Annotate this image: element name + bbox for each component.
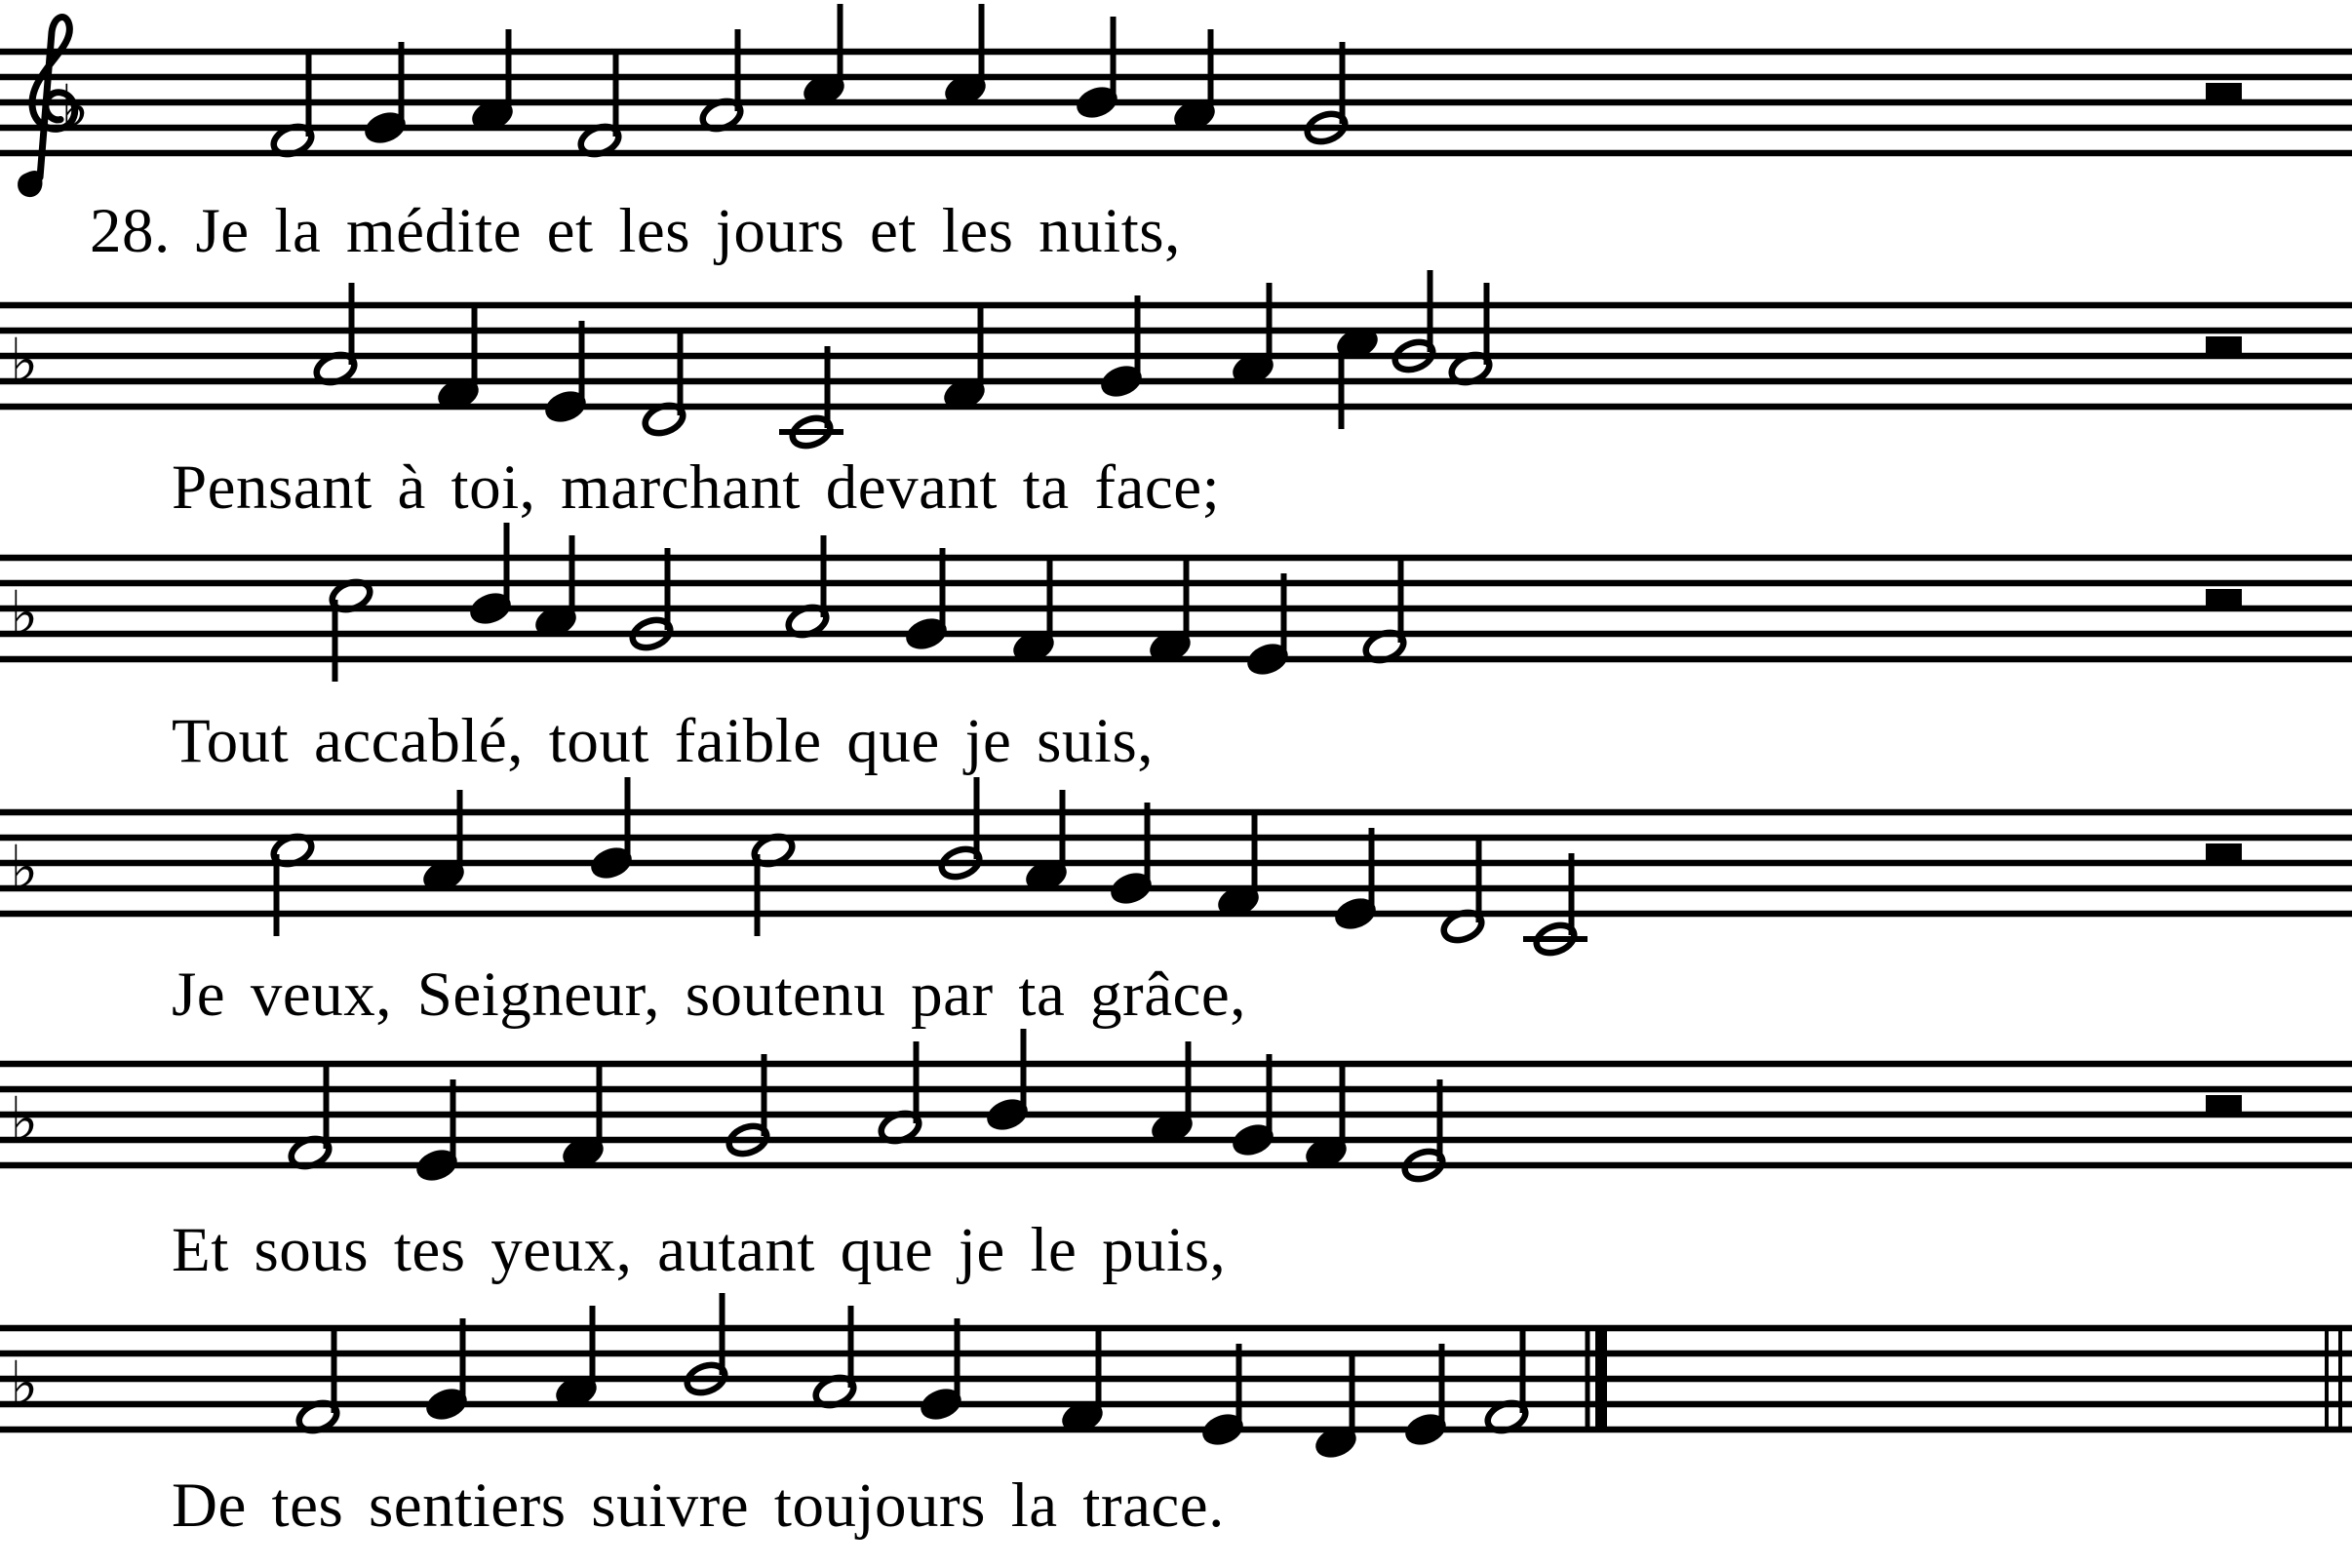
note-G4-quarter xyxy=(1099,295,1145,400)
note-A4-quarter xyxy=(554,1306,600,1410)
half-rest xyxy=(2206,83,2242,102)
staff-5 xyxy=(0,1029,2352,1184)
note-C5-half xyxy=(329,577,374,682)
lyric-line-5: Et sous tes yeux, autant que je le puis, xyxy=(172,1215,1227,1285)
note-F4-half xyxy=(1484,1331,1530,1435)
note-F4-half xyxy=(1362,561,1408,665)
note-A4-quarter xyxy=(1024,790,1070,894)
note-A4-half xyxy=(699,29,745,134)
note-C5-quarter xyxy=(1335,325,1381,429)
note-A4-quarter xyxy=(1172,29,1218,134)
half-rest xyxy=(2206,843,2242,863)
half-rest xyxy=(2206,336,2242,356)
note-D4-half xyxy=(642,333,687,438)
note-F4-quarter xyxy=(1304,1067,1350,1171)
note-F4-half xyxy=(288,1067,333,1171)
note-A4-quarter xyxy=(470,29,516,134)
staff-2 xyxy=(0,270,2352,451)
note-E4-quarter xyxy=(414,1079,460,1184)
staff-6 xyxy=(0,1293,2352,1461)
note-A4-quarter xyxy=(421,790,467,894)
note-F4-half xyxy=(270,55,316,159)
note-A4-half xyxy=(1448,283,1494,387)
note-B4-quarter xyxy=(985,1029,1031,1133)
note-A4-quarter xyxy=(1231,283,1276,387)
note-G4-quarter xyxy=(904,548,950,652)
note-C5-half xyxy=(270,832,316,936)
flat-sign-icon: ♭ xyxy=(10,577,39,648)
note-A4-quarter xyxy=(1150,1041,1196,1146)
note-F4-half xyxy=(577,55,623,159)
note-G4-quarter xyxy=(919,1318,964,1423)
staff-3 xyxy=(0,523,2352,682)
half-rest xyxy=(2206,1095,2242,1115)
note-B4-quarter xyxy=(589,777,635,882)
note-F4-quarter xyxy=(1216,815,1262,920)
note-B4-quarter xyxy=(468,523,514,627)
note-A4-half xyxy=(878,1041,923,1146)
half-rest xyxy=(2206,589,2242,608)
note-A4-half xyxy=(812,1306,858,1410)
note-E4-quarter xyxy=(1333,828,1379,932)
flat-sign-icon: ♭ xyxy=(10,832,39,903)
note-D4-half xyxy=(1440,841,1486,945)
note-C5-quarter xyxy=(943,4,989,108)
lyric-line-4: Je veux, Seigneur, soutenu par ta grâce, xyxy=(172,960,1247,1030)
lyric-line-2: Pensant à toi, marchant devant ta face; xyxy=(172,452,1221,523)
note-F4-half xyxy=(295,1331,341,1435)
note-F4-quarter xyxy=(561,1067,607,1171)
note-G4-quarter xyxy=(1231,1054,1276,1158)
note-C5-quarter xyxy=(802,4,847,108)
note-F4-quarter xyxy=(1148,561,1194,665)
lyric-line-6: De tes sentiers suivre toujours la trace. xyxy=(172,1470,1225,1541)
note-G4-quarter xyxy=(1109,803,1155,907)
note-C4-half xyxy=(1523,853,1588,958)
note-G4-quarter xyxy=(424,1318,470,1423)
note-D4-quarter xyxy=(1313,1356,1359,1461)
flat-sign-icon: ♭ xyxy=(60,71,90,142)
flat-sign-icon: ♭ xyxy=(10,1348,39,1419)
flat-sign-icon: ♭ xyxy=(10,325,39,396)
note-B4-quarter xyxy=(1075,17,1120,121)
staff-1 xyxy=(0,4,2352,196)
note-F4-quarter xyxy=(1011,561,1057,665)
lyric-line-1: 28. Je la médite et les jours et les nuits, xyxy=(90,196,1181,266)
note-A4-half xyxy=(785,535,831,640)
note-F4-quarter xyxy=(436,308,482,412)
note-E4-quarter xyxy=(543,321,589,425)
note-E4-quarter xyxy=(1245,573,1291,678)
note-E4-quarter xyxy=(1403,1344,1449,1448)
note-C5-half xyxy=(751,832,797,936)
note-G4-quarter xyxy=(363,42,409,146)
lyric-line-3: Tout accablé, tout faible que je suis, xyxy=(172,706,1155,776)
note-E4-quarter xyxy=(1200,1344,1246,1448)
note-F4-quarter xyxy=(942,308,988,412)
staff-4 xyxy=(0,777,2352,958)
flat-sign-icon: ♭ xyxy=(10,1083,39,1155)
note-A4-half xyxy=(313,283,359,387)
note-F4-quarter xyxy=(1060,1331,1106,1435)
note-A4-quarter xyxy=(533,535,579,640)
note-C4-half xyxy=(779,346,843,451)
